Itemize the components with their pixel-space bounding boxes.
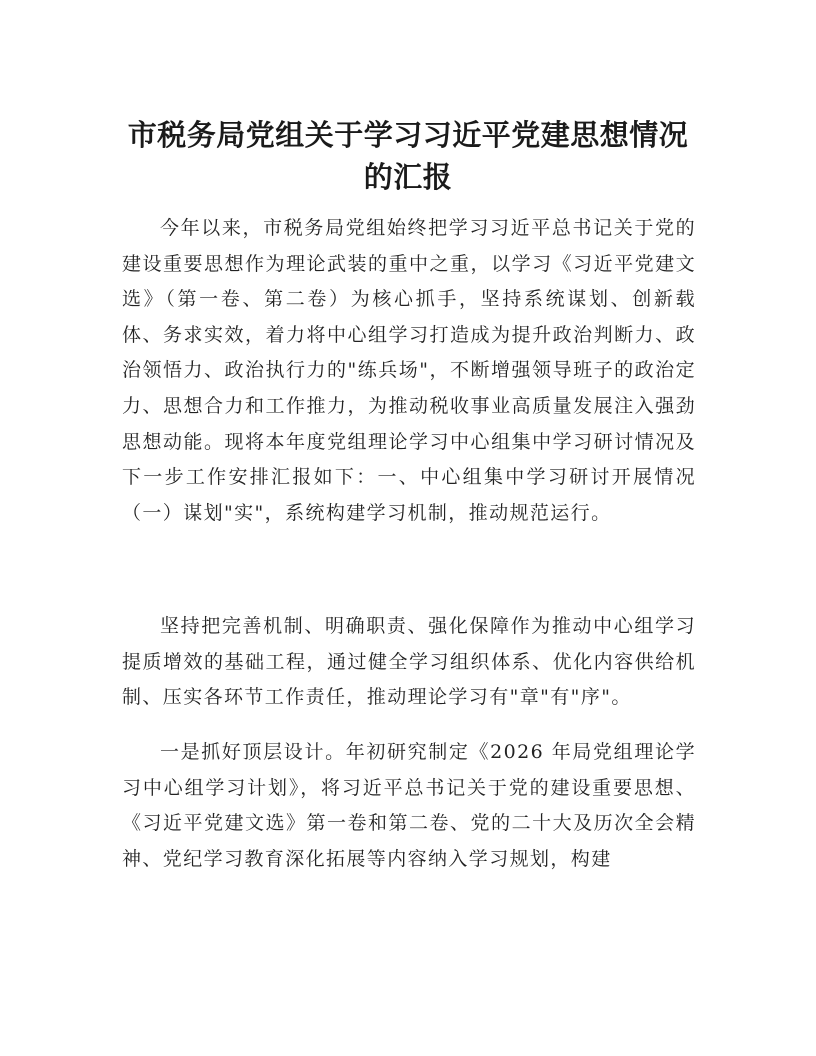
body-paragraph-3: 一是抓好顶层设计。年初研究制定《2026 年局党组理论学习中心组学习计划》，将习近平总书记关于党的建设重要思想、《习近平党建文选》第一卷和第二卷、党的二十大及历次全会精神、党纪学习教育深化拓展等内容纳入学习规划，构建: [122, 741, 696, 870]
body-paragraph-1: 今年以来，市税务局党组始终把学习习近平总书记关于党的建设重要思想作为理论武装的重中之重，以学习《习近平党建文选》（第一卷、第二卷）为核心抓手，坚持系统谋划、创新载体、务求实效，着力将中心组学习打造成为提升政治判断力、政治领悟力、政治执行力的"练兵场"，不断增强领导班子的政治定力、思想合力和工作推力，为推动税收事业高质量发展注入强劲思想动能。现将本年度党组理论学习中心组集中学习研讨情况及下一步工作安排汇报如下：一、中心组集中学习研讨开展情况（一）谋划"实"，系统构建学习机制，推动规范运行。: [122, 217, 696, 524]
document-title: [122, 114, 694, 198]
title-line-2: 的汇报: [363, 160, 453, 194]
title-line-1: 市税务局党组关于学习习近平党建思想情况: [127, 118, 689, 152]
body-paragraph-2: 坚持把完善机制、明确职责、强化保障作为推动中心组学习提质增效的基础工程，通过健全学习组织体系、优化内容供给机制、压实各环节工作责任，推动理论学习有"章"有"序"。: [122, 615, 696, 709]
